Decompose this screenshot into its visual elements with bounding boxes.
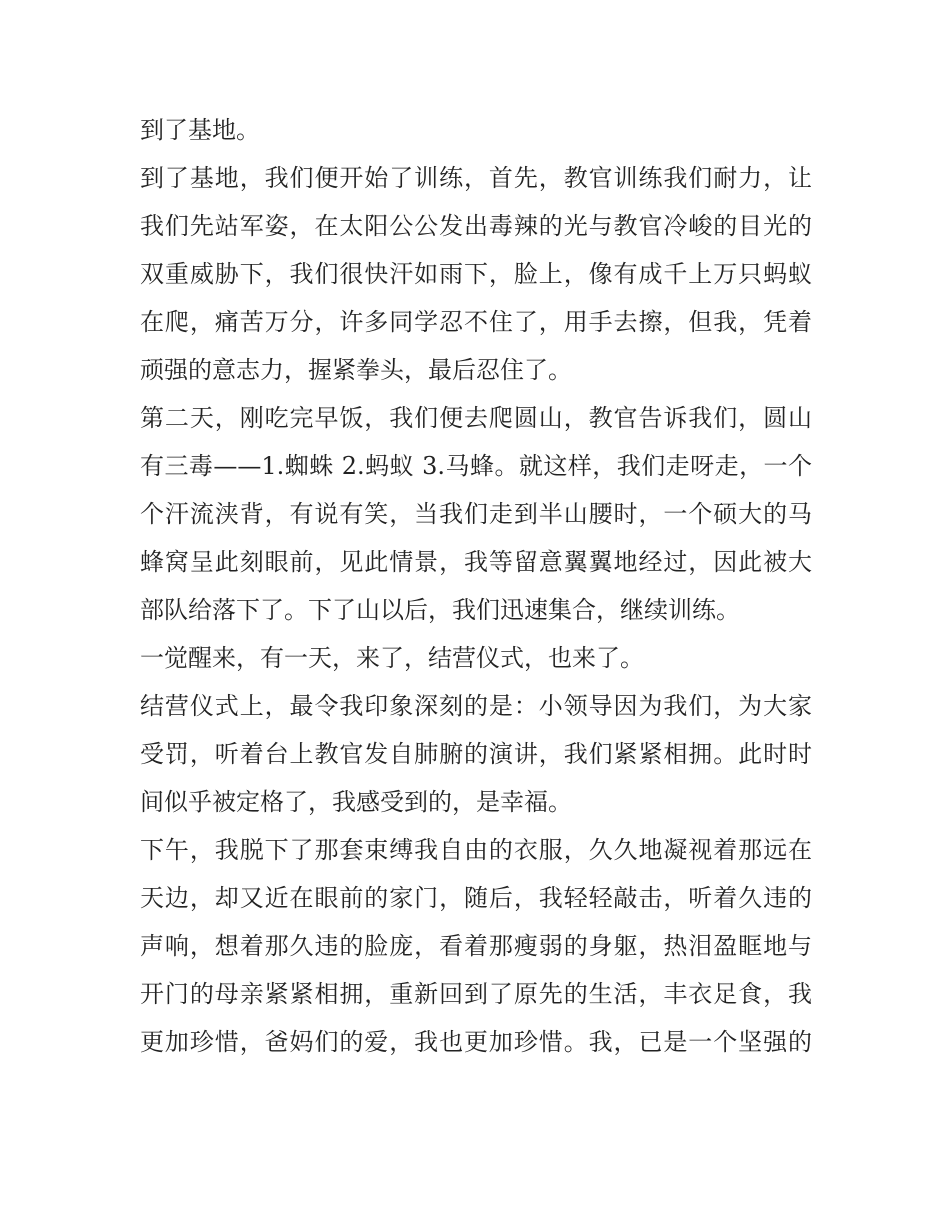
text-line: 我们先站军姿，在太阳公公发出毒辣的光与教官冷峻的目光的 [140, 212, 812, 240]
text-line: 开门的母亲紧紧相拥，重新回到了原先的生活，丰衣足食，我 [140, 980, 812, 1008]
text-line: 部队给落下了。下了山以后，我们迅速集合，继续训练。 [140, 596, 740, 624]
text-line: 到了基地。 [140, 116, 260, 144]
text-line: 到了基地，我们便开始了训练，首先，教官训练我们耐力，让 [140, 164, 812, 192]
text-line: 第二天，刚吃完早饭，我们便去爬圆山，教官告诉我们，圆山 [140, 404, 812, 432]
text-line: 有三毒——1.蜘蛛 2.蚂蚁 3.马蜂。就这样，我们走呀走，一个 [140, 452, 812, 480]
text-line: 天边，却又近在眼前的家门，随后，我轻轻敲击，听着久违的 [140, 884, 812, 912]
text-line: 双重威胁下，我们很快汗如雨下，脸上，像有成千上万只蚂蚁 [140, 260, 812, 288]
text-line: 个汗流浃背，有说有笑，当我们走到半山腰时，一个硕大的马 [140, 500, 812, 528]
text-line: 下午，我脱下了那套束缚我自由的衣服，久久地凝视着那远在 [140, 836, 812, 864]
text-line: 受罚，听着台上教官发自肺腑的演讲，我们紧紧相拥。此时时 [140, 740, 812, 768]
body-text [140, 106, 812, 1066]
text-line: 间似乎被定格了，我感受到的，是幸福。 [140, 788, 572, 816]
text-line: 一觉醒来，有一天，来了，结营仪式，也来了。 [140, 644, 644, 672]
text-line: 更加珍惜，爸妈们的爱，我也更加珍惜。我，已是一个坚强的 [140, 1028, 812, 1056]
text-line: 蜂窝呈此刻眼前，见此情景，我等留意翼翼地经过，因此被大 [140, 548, 812, 576]
text-line: 声响，想着那久违的脸庞，看着那瘦弱的身躯，热泪盈眶地与 [140, 932, 812, 960]
text-line: 在爬，痛苦万分，许多同学忍不住了，用手去擦，但我，凭着 [140, 308, 812, 336]
text-line: 结营仪式上，最令我印象深刻的是：小领导因为我们，为大家 [140, 692, 812, 720]
text-line: 顽强的意志力，握紧拳头，最后忍住了。 [140, 356, 572, 384]
